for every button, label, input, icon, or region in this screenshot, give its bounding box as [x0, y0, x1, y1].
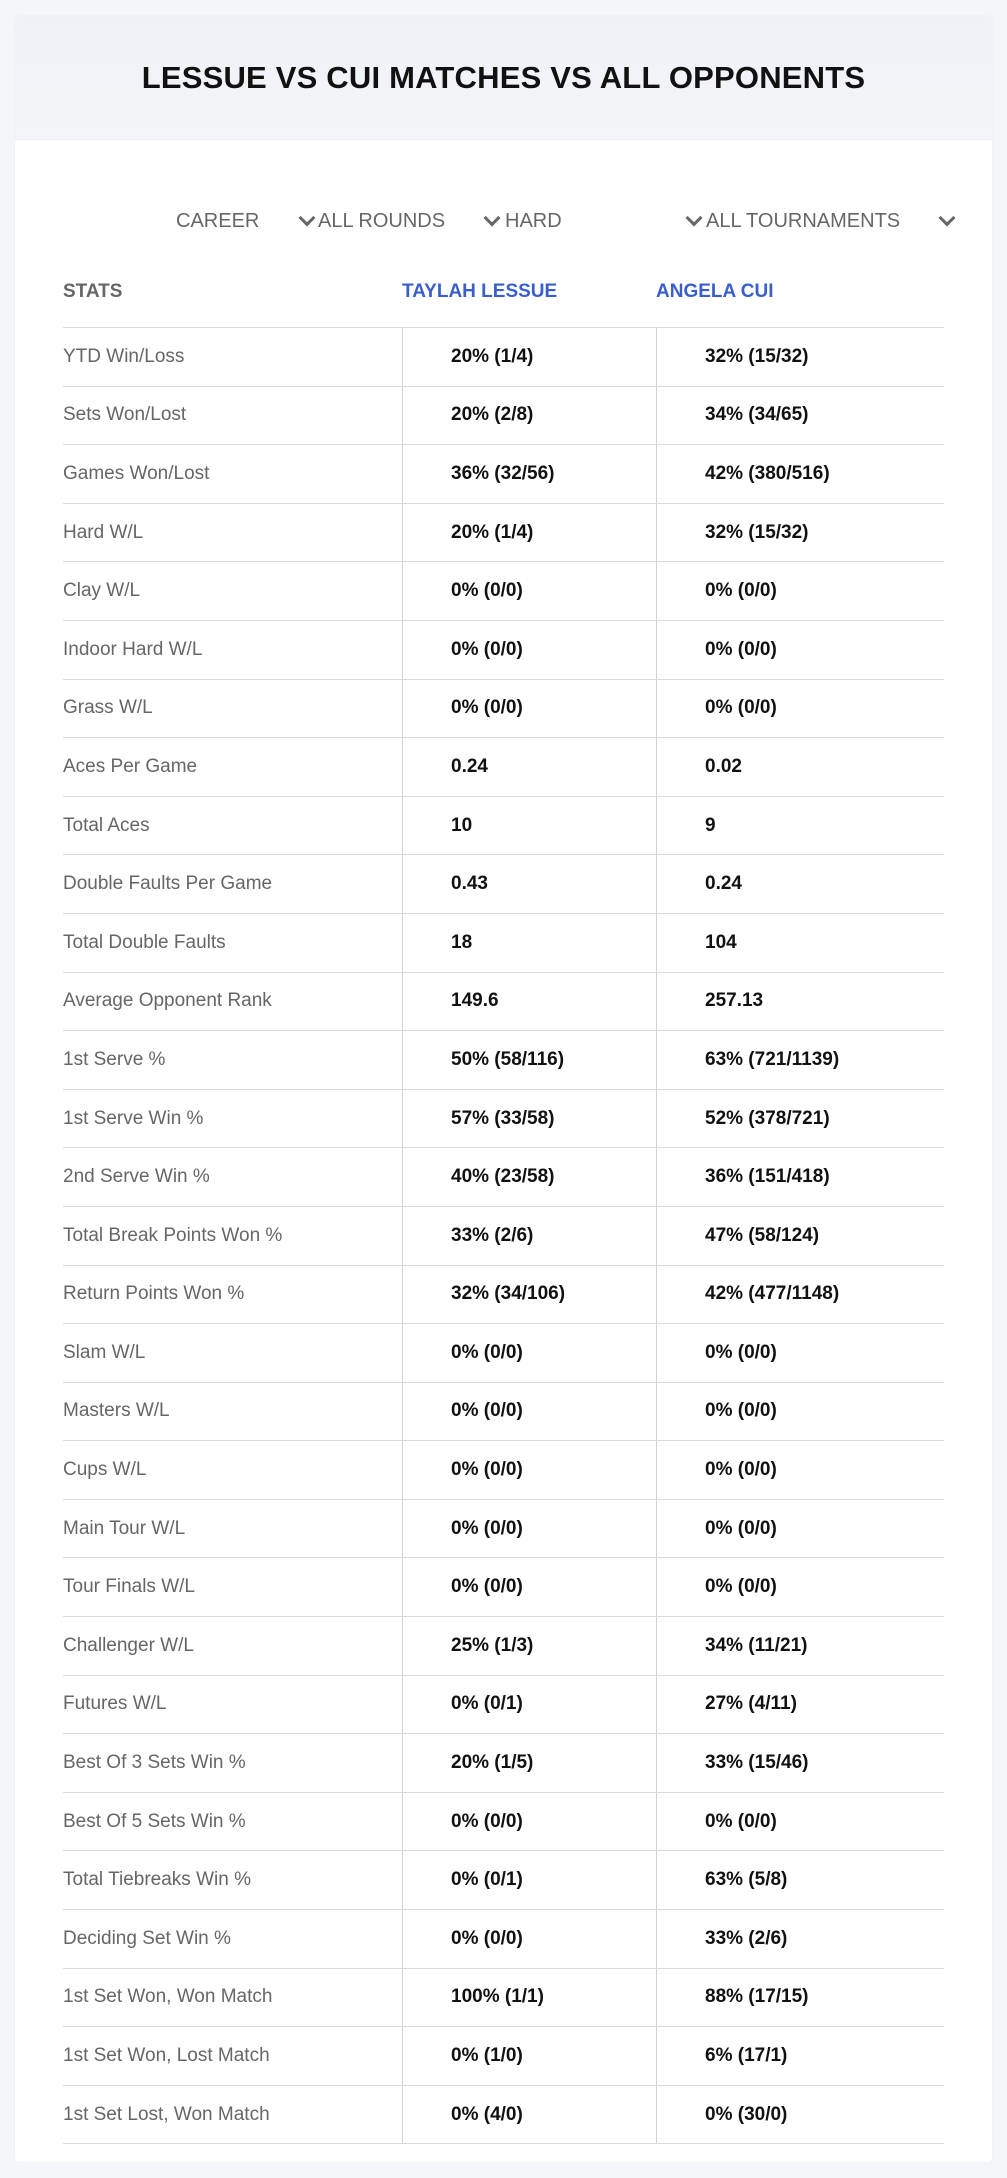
table-row: [63, 328, 944, 387]
stat-label: Sets Won/Lost: [63, 404, 187, 426]
player2-value: 0% (0/0): [656, 621, 944, 679]
player2-value: 6% (17/1): [656, 2027, 944, 2085]
player2-value: 0.02: [656, 738, 944, 796]
table-row: [63, 1090, 944, 1149]
stat-label: Clay W/L: [63, 580, 141, 602]
player1-value: 0% (0/0): [402, 1910, 656, 1968]
table-row: [63, 1676, 944, 1735]
player2-value: 0% (0/0): [656, 1793, 944, 1851]
table-row: [63, 738, 944, 797]
player1-value: 0.24: [402, 738, 656, 796]
player2-value: 0% (0/0): [656, 1500, 944, 1558]
player2-value: 104: [656, 914, 944, 972]
player2-value: 88% (17/15): [656, 1969, 944, 2027]
stat-label: Grass W/L: [63, 697, 153, 719]
chevron-down-icon: [484, 210, 501, 227]
player1-value: 0% (0/0): [402, 562, 656, 620]
player2-value: 42% (477/1148): [656, 1266, 944, 1324]
stat-label: Deciding Set Win %: [63, 1927, 231, 1949]
stat-label: Tour Finals W/L: [63, 1576, 195, 1598]
stat-label: Aces Per Game: [63, 755, 198, 777]
table-row: [63, 1500, 944, 1559]
player1-value: 20% (2/8): [402, 387, 656, 445]
player2-column-header[interactable]: ANGELA CUI: [656, 281, 774, 302]
player1-value: 50% (58/116): [402, 1031, 656, 1089]
player1-value: 36% (32/56): [402, 445, 656, 503]
player1-value: 0% (0/0): [402, 680, 656, 738]
player2-value: 0.24: [656, 855, 944, 913]
player1-value: 0% (0/1): [402, 1676, 656, 1734]
stat-label: Masters W/L: [63, 1400, 170, 1422]
player1-value: 0% (0/0): [402, 1558, 656, 1616]
player2-value: 0% (0/0): [656, 1558, 944, 1616]
player2-value: 0% (0/0): [656, 680, 944, 738]
player1-value: 20% (1/4): [402, 504, 656, 562]
stat-label: Double Faults Per Game: [63, 873, 273, 895]
tournaments-filter-select[interactable]: [706, 186, 953, 256]
player1-value: 32% (34/106): [402, 1266, 656, 1324]
player1-value: 33% (2/6): [402, 1207, 656, 1265]
stat-label: Average Opponent Rank: [63, 990, 272, 1012]
stat-label: Total Break Points Won %: [63, 1224, 283, 1246]
stat-label: YTD Win/Loss: [63, 345, 185, 367]
player1-value: 0% (0/1): [402, 1851, 656, 1909]
player2-value: 32% (15/32): [656, 328, 944, 386]
card-header: [15, 16, 992, 140]
player1-value: 0% (4/0): [402, 2086, 656, 2144]
player2-value: 0% (0/0): [656, 1324, 944, 1382]
stat-label: Return Points Won %: [63, 1283, 245, 1305]
filter-bar: [15, 186, 992, 256]
player1-value: 100% (1/1): [402, 1969, 656, 2027]
player1-value: 0.43: [402, 855, 656, 913]
player1-value: 18: [402, 914, 656, 972]
player1-value: 0% (1/0): [402, 2027, 656, 2085]
player2-value: 47% (58/124): [656, 1207, 944, 1265]
table-body: [63, 328, 944, 2144]
table-row: [63, 1617, 944, 1676]
table-row: [63, 1441, 944, 1500]
filter-label: ALL TOURNAMENTS: [706, 209, 901, 232]
stat-label: Slam W/L: [63, 1341, 146, 1363]
player1-value: 0% (0/0): [402, 1500, 656, 1558]
player1-value: 25% (1/3): [402, 1617, 656, 1675]
stat-label: Best Of 5 Sets Win %: [63, 1810, 246, 1832]
table-row: [63, 1558, 944, 1617]
player1-value: 0% (0/0): [402, 1441, 656, 1499]
stats-card: [15, 16, 992, 2162]
player2-value: 0% (0/0): [656, 1441, 944, 1499]
stat-label: 1st Set Lost, Won Match: [63, 2103, 270, 2125]
table-row: [63, 1910, 944, 1969]
stats-table: [63, 256, 944, 2144]
table-row: [63, 387, 944, 446]
stat-label: Challenger W/L: [63, 1634, 194, 1656]
player2-value: 9: [656, 797, 944, 855]
player2-value: 257.13: [656, 973, 944, 1031]
player2-value: 33% (15/46): [656, 1734, 944, 1792]
filter-label: CAREER: [176, 209, 260, 232]
player1-value: 0% (0/0): [402, 1383, 656, 1441]
table-row: [63, 1851, 944, 1910]
stat-label: Best Of 3 Sets Win %: [63, 1752, 246, 1774]
rounds-filter-select[interactable]: [318, 186, 498, 256]
stat-label: Games Won/Lost: [63, 462, 210, 484]
table-row: [63, 562, 944, 621]
player1-value: 20% (1/5): [402, 1734, 656, 1792]
filter-label: HARD: [505, 209, 562, 232]
stat-label: Total Aces: [63, 814, 150, 836]
stat-label: 1st Serve Win %: [63, 1107, 204, 1129]
table-row: [63, 2027, 944, 2086]
table-header: [63, 256, 944, 328]
table-row: [63, 680, 944, 739]
player1-value: 57% (33/58): [402, 1090, 656, 1148]
player1-value: 0% (0/0): [402, 621, 656, 679]
player1-value: 0% (0/0): [402, 1324, 656, 1382]
player2-value: 0% (0/0): [656, 1383, 944, 1441]
table-row: [63, 2086, 944, 2145]
stat-label: Total Double Faults: [63, 931, 226, 953]
table-row: [63, 1207, 944, 1266]
chevron-down-icon: [686, 210, 703, 227]
stat-label: 1st Set Won, Won Match: [63, 1986, 273, 2008]
player2-value: 0% (0/0): [656, 562, 944, 620]
player2-value: 63% (5/8): [656, 1851, 944, 1909]
stat-label: Futures W/L: [63, 1693, 167, 1715]
player1-column-header[interactable]: TAYLAH LESSUE: [402, 281, 558, 302]
player1-value: 0% (0/0): [402, 1793, 656, 1851]
table-row: [63, 1793, 944, 1852]
stat-label: Indoor Hard W/L: [63, 638, 203, 660]
stat-label: Hard W/L: [63, 521, 144, 543]
stat-label: 1st Set Won, Lost Match: [63, 2045, 270, 2067]
surface-filter-select[interactable]: [505, 186, 700, 256]
stat-label: Cups W/L: [63, 1459, 147, 1481]
career-filter-select[interactable]: [176, 186, 313, 256]
table-row: [63, 1266, 944, 1325]
player1-value: 40% (23/58): [402, 1148, 656, 1206]
table-row: [63, 797, 944, 856]
chevron-down-icon: [299, 210, 316, 227]
stats-column-header: STATS: [63, 281, 123, 302]
table-row: [63, 1148, 944, 1207]
stat-label: Total Tiebreaks Win %: [63, 1869, 251, 1891]
table-row: [63, 1734, 944, 1793]
table-row: [63, 855, 944, 914]
player2-value: 34% (34/65): [656, 387, 944, 445]
table-row: [63, 1031, 944, 1090]
table-row: [63, 973, 944, 1032]
chevron-down-icon: [939, 210, 956, 227]
player2-value: 33% (2/6): [656, 1910, 944, 1968]
player2-value: 52% (378/721): [656, 1090, 944, 1148]
table-row: [63, 1383, 944, 1442]
player2-value: 36% (151/418): [656, 1148, 944, 1206]
filter-label: ALL ROUNDS: [318, 209, 446, 232]
player1-value: 20% (1/4): [402, 328, 656, 386]
table-row: [63, 504, 944, 563]
stat-label: 1st Serve %: [63, 1048, 166, 1070]
table-row: [63, 621, 944, 680]
page-title: LESSUE VS CUI MATCHES VS ALL OPPONENTS: [141, 59, 866, 95]
stat-label: Main Tour W/L: [63, 1517, 186, 1539]
player2-value: 42% (380/516): [656, 445, 944, 503]
player2-value: 27% (4/11): [656, 1676, 944, 1734]
player2-value: 34% (11/21): [656, 1617, 944, 1675]
table-row: [63, 1324, 944, 1383]
player1-value: 10: [402, 797, 656, 855]
player2-value: 63% (721/1139): [656, 1031, 944, 1089]
table-row: [63, 1969, 944, 2028]
player1-value: 149.6: [402, 973, 656, 1031]
table-row: [63, 445, 944, 504]
table-row: [63, 914, 944, 973]
player2-value: 0% (30/0): [656, 2086, 944, 2144]
stat-label: 2nd Serve Win %: [63, 1166, 210, 1188]
player2-value: 32% (15/32): [656, 504, 944, 562]
